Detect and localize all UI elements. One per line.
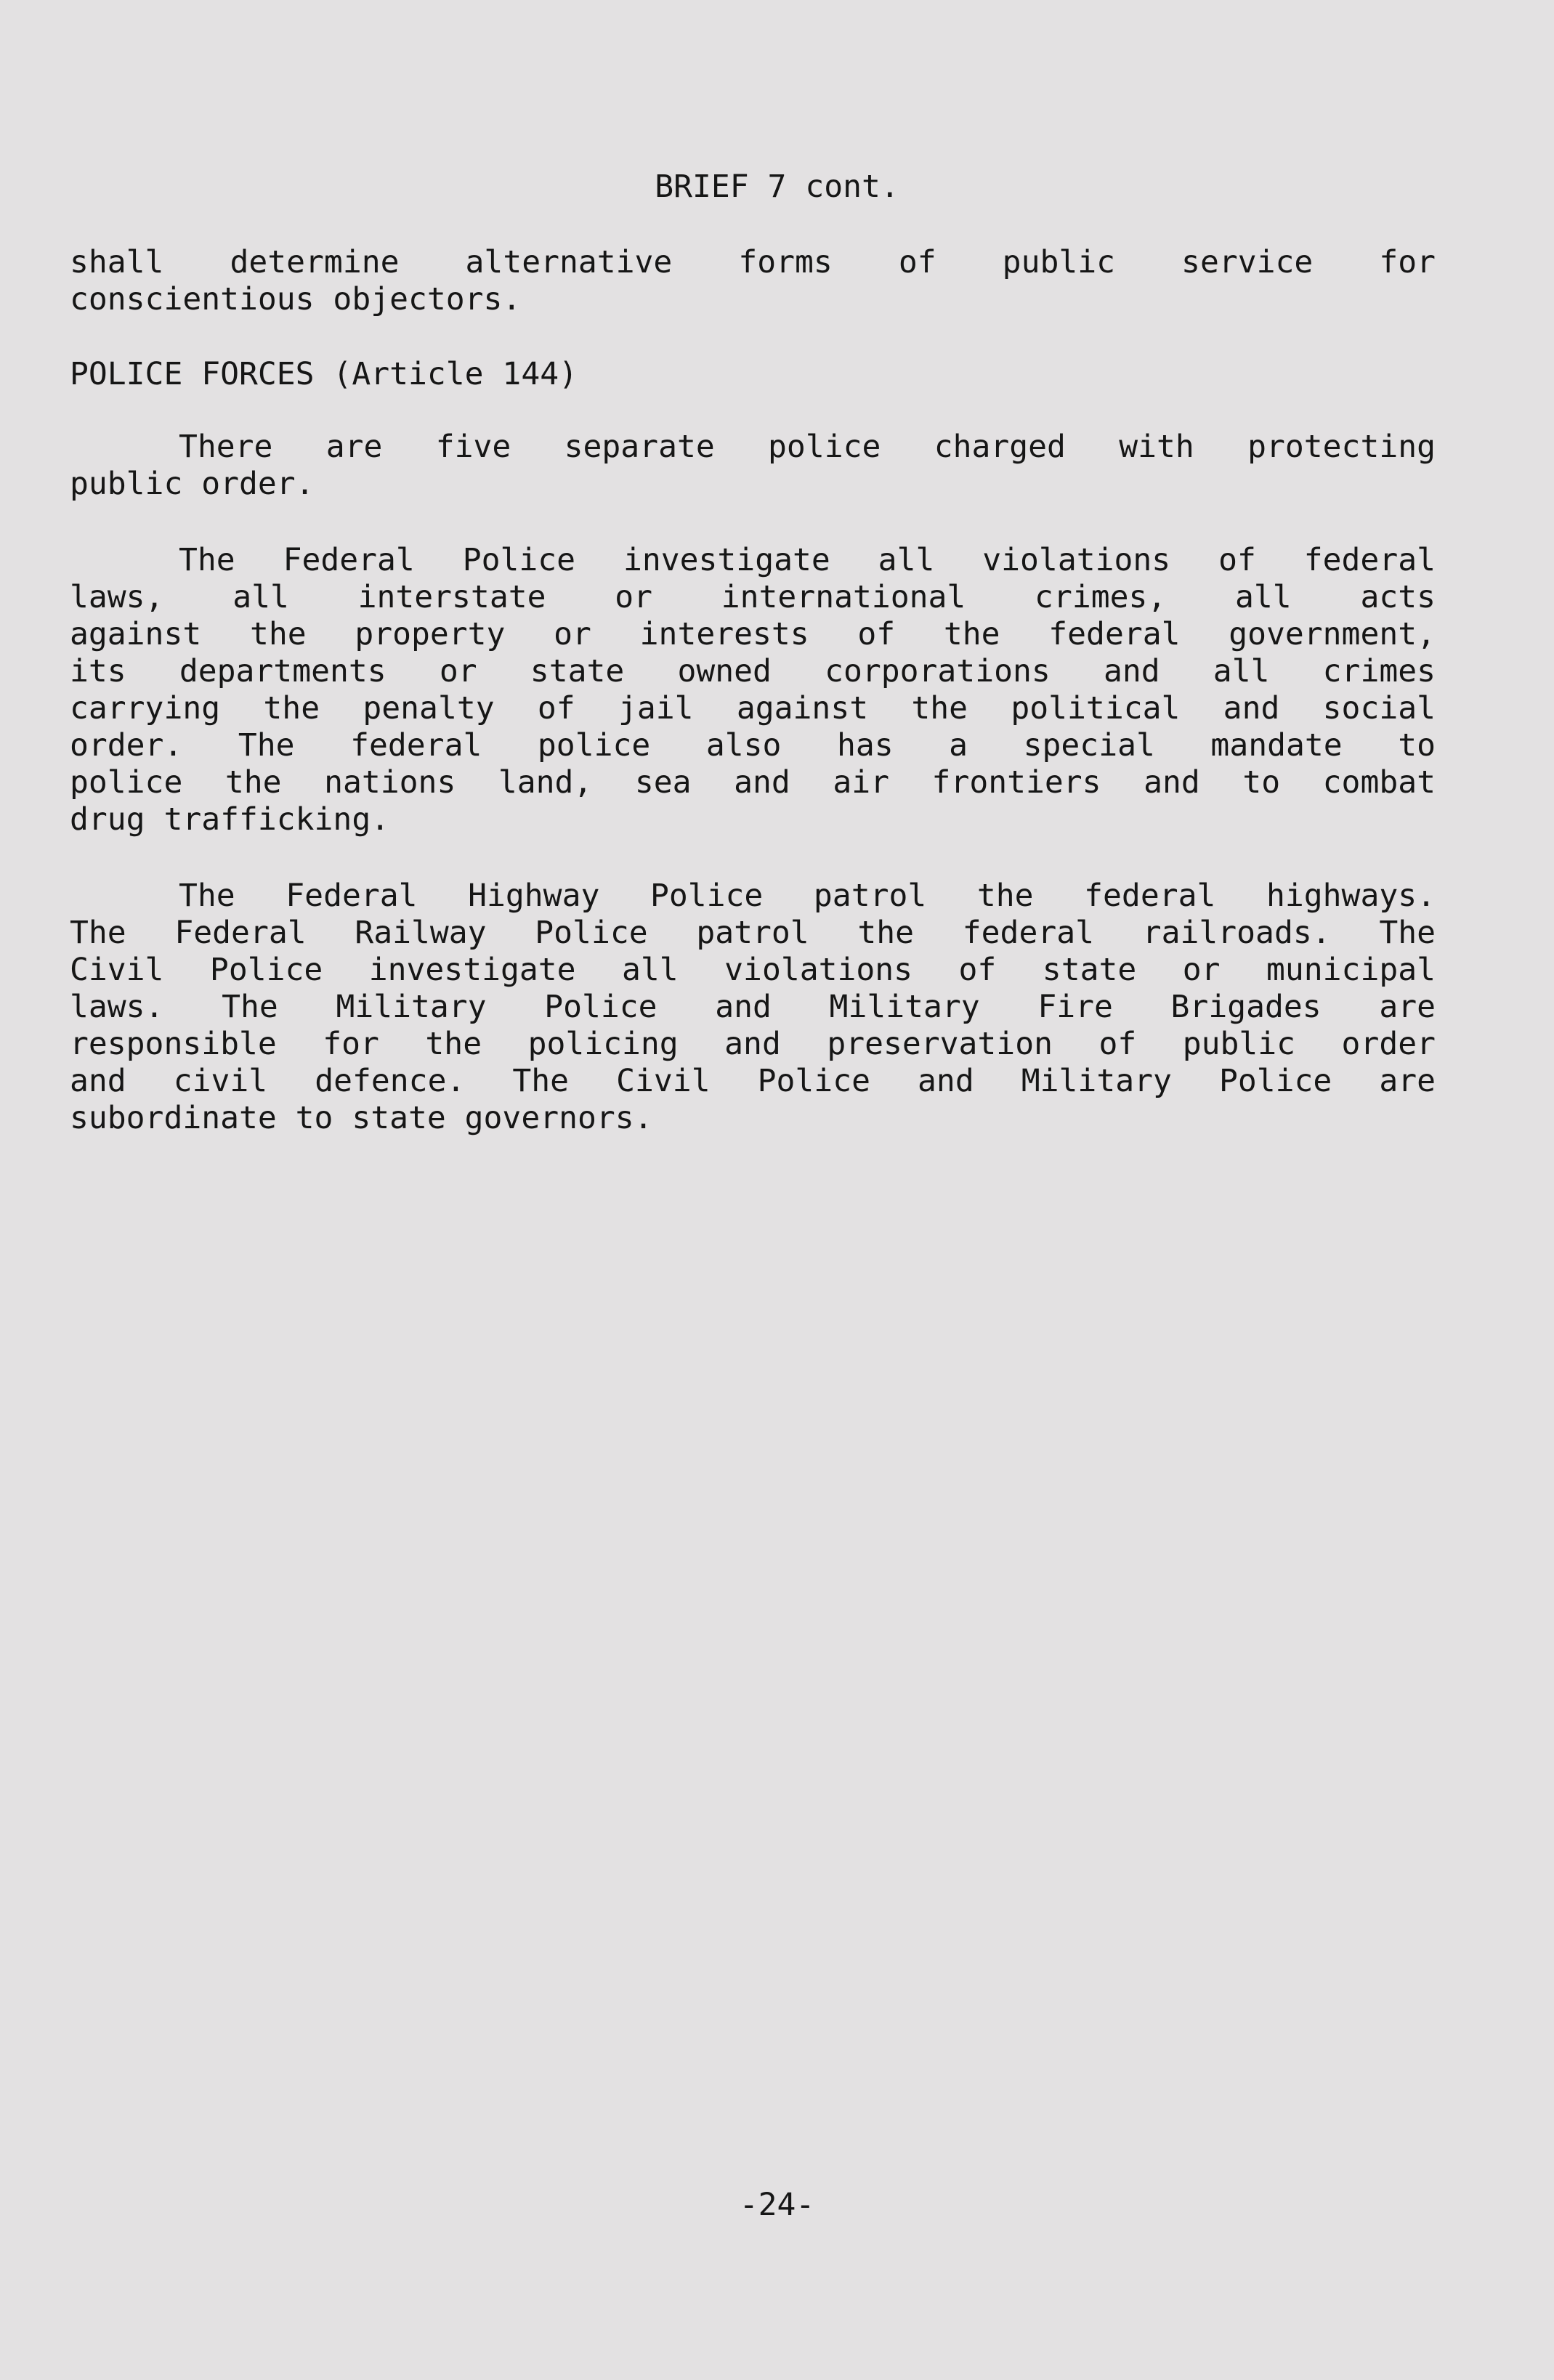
paragraph-police-count xyxy=(70,429,1436,503)
text-line: and civil defence. The Civil Police and Military Police are xyxy=(70,1063,1436,1099)
text-line: Civil Police investigate all violations of state or municipal xyxy=(70,952,1436,988)
text-line: The Federal Highway Police patrol the federal highways. xyxy=(179,878,1436,914)
text-line: responsible for the policing and preservation of public order xyxy=(70,1026,1436,1062)
text-line: carrying the penalty of jail against the political and social xyxy=(70,690,1436,726)
text-line: laws. The Military Police and Military Fire Brigades are xyxy=(70,989,1436,1025)
text-line: public order. xyxy=(70,466,315,502)
intro-paragraph xyxy=(70,244,1436,318)
text-line: laws, all interstate or international crimes, all acts xyxy=(70,579,1436,615)
text-line: its departments or state owned corporations and all crimes xyxy=(70,653,1436,689)
page-header: BRIEF 7 cont. xyxy=(655,169,899,205)
text-line: order. The federal police also has a special mandate to xyxy=(70,727,1436,764)
text-line: The Federal Police investigate all violations of federal xyxy=(179,542,1436,578)
text-line: subordinate to state governors. xyxy=(70,1100,653,1136)
text-line: shall determine alternative forms of public service for xyxy=(70,244,1436,280)
text-line: There are five separate police charged with protecting xyxy=(179,429,1436,465)
paragraph-federal-police xyxy=(70,542,1436,838)
text-line: conscientious objectors. xyxy=(70,281,522,317)
paragraph-other-police xyxy=(70,878,1436,1137)
page-number: -24- xyxy=(739,2187,815,2223)
text-line: police the nations land, sea and air frontiers and to combat xyxy=(70,764,1436,801)
text-line: The Federal Railway Police patrol the federal railroads. The xyxy=(70,915,1436,951)
text-line: against the property or interests of the federal government, xyxy=(70,616,1436,652)
text-line: drug trafficking. xyxy=(70,801,390,838)
section-heading: POLICE FORCES (Article 144) xyxy=(70,356,578,392)
